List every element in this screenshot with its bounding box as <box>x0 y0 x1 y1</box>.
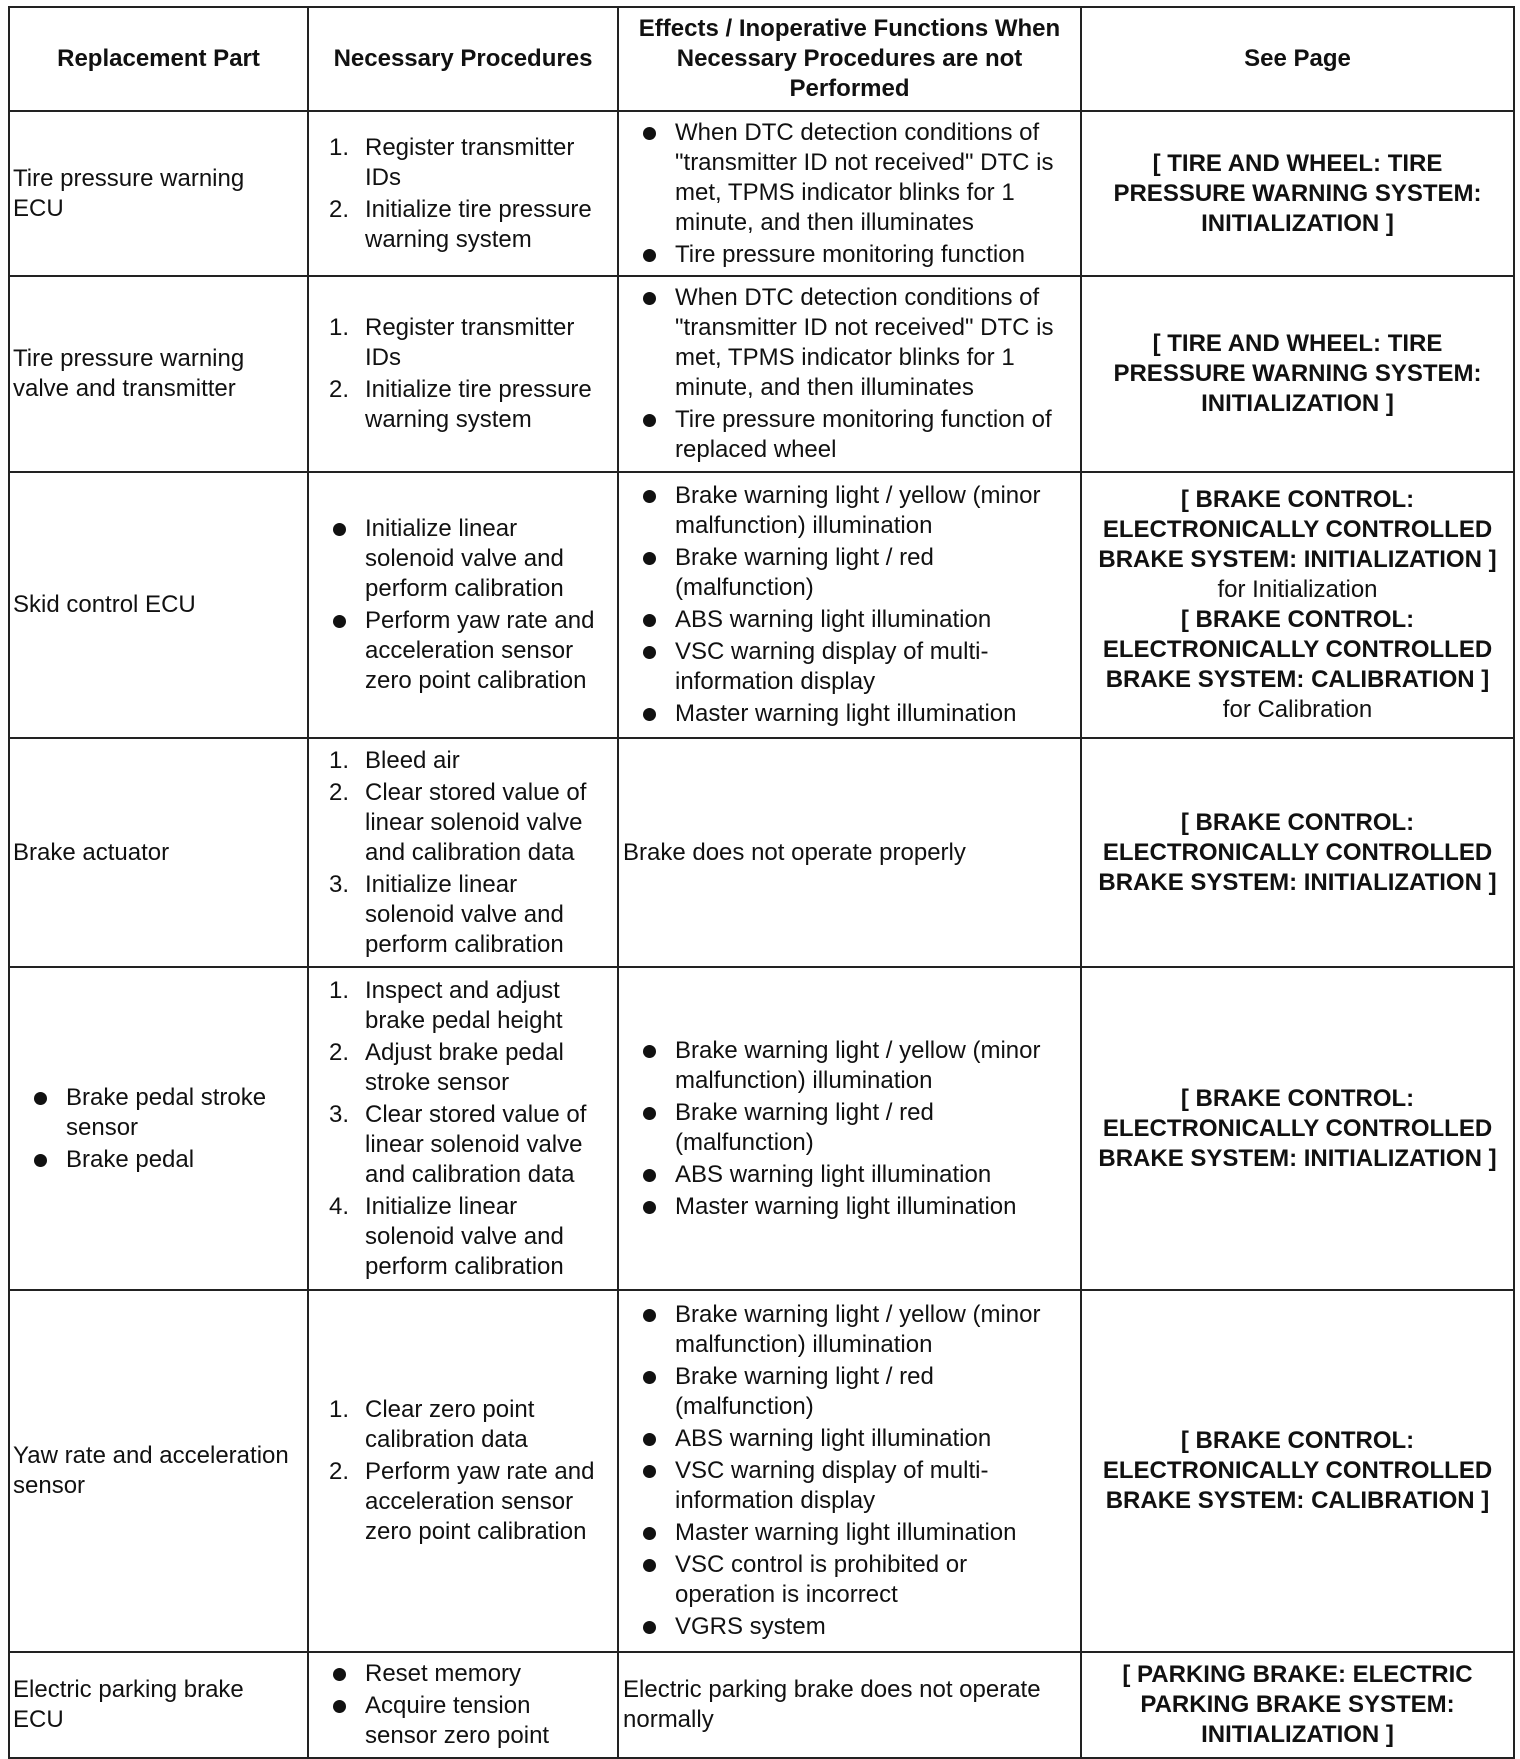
list-item: Brake warning light / yellow (minor malfunction) illumination <box>639 1036 1072 1096</box>
bullet-icon <box>333 615 346 628</box>
bullet-icon <box>643 1433 656 1446</box>
list-item: 2. Perform yaw rate and acceleration sensor zero point calibration <box>329 1458 595 1545</box>
list-item: ABS warning light illumination <box>639 605 1072 635</box>
bullet-icon <box>643 127 656 140</box>
see-page-cell: [ BRAKE CONTROL: ELECTRONICALLY CONTROLLED BRAKE SYSTEM: INITIALIZATION ] <box>1081 738 1514 967</box>
list-item: 1. Bleed air <box>329 746 460 774</box>
list-item: 4. Initialize linear solenoid valve and perform calibration <box>329 1192 564 1280</box>
bullet-icon <box>643 1107 656 1120</box>
list-item: Reset memory <box>329 1659 609 1689</box>
bullet-icon <box>643 646 656 659</box>
list-item: 2. Adjust brake pedal stroke sensor <box>329 1038 564 1096</box>
list-item: 1. Register transmitter IDs <box>329 314 575 371</box>
replacement-procedures-table <box>8 6 1515 1759</box>
bullet-icon <box>643 1465 656 1478</box>
replacement-part-cell: Tire pressure warning ECU <box>9 111 308 276</box>
bullet-icon <box>643 1045 656 1058</box>
list-item: 2. Clear stored value of linear solenoid valve and calibration data <box>329 778 587 866</box>
replacement-part-cell: Electric parking brake ECU <box>9 1652 308 1758</box>
effects-cell <box>618 967 1081 1290</box>
effects-cell: Brake does not operate properly <box>618 738 1081 967</box>
bullet-icon <box>643 1371 656 1384</box>
bullet-icon <box>34 1154 47 1167</box>
list-item: 3. Initialize linear solenoid valve and perform calibration <box>329 870 564 958</box>
list-item: Master warning light illumination <box>639 699 1072 729</box>
list-item: Brake pedal stroke sensor <box>30 1083 299 1143</box>
list-item: Brake pedal <box>30 1145 299 1175</box>
table-row <box>9 967 1514 1290</box>
list-item: Brake warning light / red (malfunction) <box>639 1362 1072 1422</box>
procedures-cell <box>308 472 618 738</box>
list-item: Brake warning light / yellow (minor malfunction) illumination <box>639 1300 1072 1360</box>
bullet-icon <box>643 552 656 565</box>
list-item: VSC warning display of multi-information display <box>639 637 1072 697</box>
bullet-icon <box>643 1169 656 1182</box>
list-item: When DTC detection conditions of "transmitter ID not received" DTC is met, TPMS indicator blinks for 1 minute, and then illuminates <box>639 118 1072 238</box>
bullet-icon <box>643 292 656 305</box>
see-page-cell: [ TIRE AND WHEEL: TIRE PRESSURE WARNING SYSTEM: INITIALIZATION ] <box>1081 276 1514 472</box>
list-item: VSC control is prohibited or operation is incorrect <box>639 1550 1072 1610</box>
bullet-icon <box>643 708 656 721</box>
bullet-icon <box>643 1559 656 1572</box>
header-effects: Effects / Inoperative Functions When Necessary Procedures are not Performed <box>618 7 1081 111</box>
list-item: Initialize linear solenoid valve and perform calibration <box>329 514 609 604</box>
list-item: VSC warning display of multi-information display <box>639 1456 1072 1516</box>
replacement-part-cell <box>9 967 308 1290</box>
header-row <box>9 7 1514 111</box>
bullet-icon <box>333 1668 346 1681</box>
replacement-part-cell: Tire pressure warning valve and transmitter <box>9 276 308 472</box>
list-item: 1. Inspect and adjust brake pedal height <box>329 976 563 1034</box>
bullet-icon <box>643 1201 656 1214</box>
procedures-cell <box>308 1652 618 1758</box>
list-item: Perform yaw rate and acceleration sensor zero point calibration <box>329 606 609 696</box>
see-page-cell <box>1081 472 1514 738</box>
procedures-cell <box>308 111 618 276</box>
table-row <box>9 276 1514 472</box>
bullet-icon <box>643 249 656 262</box>
bullet-icon <box>643 414 656 427</box>
list-item: Master warning light illumination <box>639 1518 1072 1548</box>
bullet-icon <box>643 1527 656 1540</box>
list-item: 1. Register transmitter IDs <box>329 133 575 191</box>
procedures-cell <box>308 738 618 967</box>
table-row <box>9 472 1514 738</box>
list-item: 2. Initialize tire pressure warning system <box>329 376 592 433</box>
bullet-icon <box>643 1309 656 1322</box>
list-item: Brake warning light / yellow (minor malfunction) illumination <box>639 481 1072 541</box>
header-replacement-part: Replacement Part <box>9 7 308 111</box>
bullet-icon <box>333 523 346 536</box>
bullet-icon <box>643 614 656 627</box>
procedures-cell <box>308 967 618 1290</box>
list-item: When DTC detection conditions of "transmitter ID not received" DTC is met, TPMS indicator blinks for 1 minute, and then illuminates <box>639 283 1072 403</box>
list-item: Brake warning light / red (malfunction) <box>639 1098 1072 1158</box>
bullet-icon <box>34 1092 47 1105</box>
see-page-cell: [ BRAKE CONTROL: ELECTRONICALLY CONTROLLED BRAKE SYSTEM: INITIALIZATION ] <box>1081 967 1514 1290</box>
table-row <box>9 1290 1514 1652</box>
procedures-cell <box>308 276 618 472</box>
replacement-part-cell: Yaw rate and acceleration sensor <box>9 1290 308 1652</box>
effects-cell <box>618 472 1081 738</box>
see-page-reference: [ BRAKE CONTROL: ELECTRONICALLY CONTROLLED BRAKE SYSTEM: INITIALIZATION ] <box>1098 486 1497 573</box>
see-page-reference: [ BRAKE CONTROL: ELECTRONICALLY CONTROLLED BRAKE SYSTEM: CALIBRATION ] <box>1102 606 1493 693</box>
see-page-cell: [ BRAKE CONTROL: ELECTRONICALLY CONTROLLED BRAKE SYSTEM: CALIBRATION ] <box>1081 1290 1514 1652</box>
effects-cell <box>618 111 1081 276</box>
replacement-part-cell: Skid control ECU <box>9 472 308 738</box>
effects-cell: Electric parking brake does not operate normally <box>618 1652 1081 1758</box>
see-page-cell: [ PARKING BRAKE: ELECTRIC PARKING BRAKE SYSTEM: INITIALIZATION ] <box>1081 1652 1514 1758</box>
list-item: ABS warning light illumination <box>639 1160 1072 1190</box>
bullet-icon <box>333 1700 346 1713</box>
header-see-page: See Page <box>1081 7 1514 111</box>
bullet-icon <box>643 1621 656 1634</box>
list-item: ABS warning light illumination <box>639 1424 1072 1454</box>
replacement-part-cell: Brake actuator <box>9 738 308 967</box>
see-page-note: for Calibration <box>1222 696 1373 723</box>
table-row <box>9 738 1514 967</box>
list-item: 1. Clear zero point calibration data <box>329 1396 535 1453</box>
list-item: Master warning light illumination <box>639 1192 1072 1222</box>
table-row <box>9 1652 1514 1758</box>
see-page-cell: [ TIRE AND WHEEL: TIRE PRESSURE WARNING SYSTEM: INITIALIZATION ] <box>1081 111 1514 276</box>
bullet-icon <box>643 490 656 503</box>
list-item: Tire pressure monitoring function <box>639 240 1072 270</box>
see-page-note: for Initialization <box>1217 576 1378 603</box>
list-item: 3. Clear stored value of linear solenoid valve and calibration data <box>329 1100 587 1188</box>
effects-cell <box>618 276 1081 472</box>
procedures-cell <box>308 1290 618 1652</box>
table-row <box>9 111 1514 276</box>
list-item: VGRS system <box>639 1612 1072 1642</box>
list-item: 2. Initialize tire pressure warning system <box>329 195 592 253</box>
list-item: Brake warning light / red (malfunction) <box>639 543 1072 603</box>
header-necessary-procedures: Necessary Procedures <box>308 7 618 111</box>
list-item: Acquire tension sensor zero point <box>329 1691 609 1751</box>
list-item: Tire pressure monitoring function of replaced wheel <box>639 405 1072 465</box>
effects-cell <box>618 1290 1081 1652</box>
